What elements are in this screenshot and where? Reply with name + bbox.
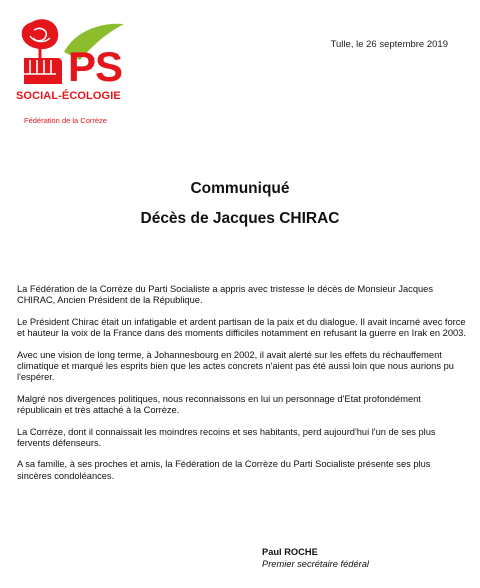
signatory-role: Premier secrétaire fédéral (262, 559, 369, 569)
paragraph: La Fédération de la Corrèze du Parti Socialiste a appris avec tristesse le décès de Monsieur Jacques CHIRAC, Ancien Président de la République. (17, 284, 433, 306)
logo-brand: PS (68, 43, 123, 90)
logo-federation: Fédération de la Corrèze (24, 116, 107, 125)
party-logo (12, 16, 132, 134)
signature-block (262, 546, 369, 570)
document-body (17, 284, 467, 492)
document-date: Tulle, le 26 septembre 2019 (330, 39, 448, 50)
document-subtitle: Décès de Jacques CHIRAC (140, 210, 340, 227)
paragraph: La Corrèze, dont il connaissait les moindres recoins et ses habitants, perd aujourd'hui l'un de ses plus fervents défenseurs. (17, 426, 436, 449)
signatory-name: Paul ROCHE (262, 547, 318, 557)
paragraph: Avec une vision de long terme, à Johannesbourg en 2002, il avait alerté sur les effets du réchauffement climatique et marqué les esprits bien que les actes concrets n'aient pas été aussi loin que nous aurions pu l'espérer. (17, 349, 454, 383)
paragraph: A sa famille, à ses proches et amis, la Fédération de la Corrèze du Parti Socialiste présente ses plus sincères condoléances. (17, 459, 431, 481)
document-title: Communiqué (190, 180, 290, 197)
paragraph: Le Président Chirac était un infatigable et ardent partisan de la paix et du dialogue. Il avait incarné avec force et hauteur la voix de la France dans des moments difficiles notamment en refusant la guerre en Irak en 2003. (17, 316, 466, 339)
logo-subtitle: SOCIAL-ÉCOLOGIE (16, 90, 121, 102)
paragraph: Malgré nos divergences politiques, nous reconnaissons en lui un personnage d'Etat profondément républicain et très attaché à la Corrèze. (17, 393, 421, 416)
